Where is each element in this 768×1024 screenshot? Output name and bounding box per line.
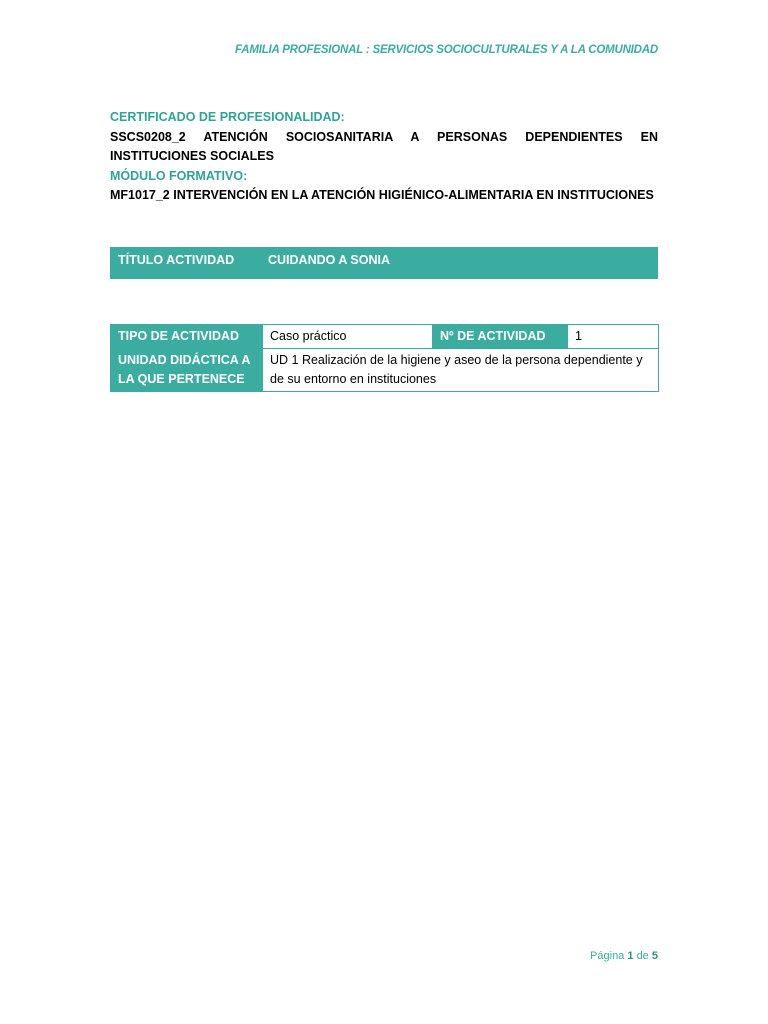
table-row bbox=[111, 325, 659, 349]
table-row bbox=[111, 349, 659, 392]
activity-info-table bbox=[110, 324, 659, 392]
activity-type-label: TIPO DE ACTIVIDAD bbox=[111, 325, 263, 349]
activity-number-label: Nº DE ACTIVIDAD bbox=[433, 325, 568, 349]
activity-number-value: 1 bbox=[568, 325, 659, 349]
activity-title-value: CUIDANDO A SONIA bbox=[268, 253, 390, 267]
unit-label: UNIDAD DIDÁCTICA A LA QUE PERTENECE bbox=[111, 349, 263, 392]
activity-title-bar bbox=[110, 247, 658, 279]
certificate-value: SSCS0208_2 ATENCIÓN SOCIOSANITARIA A PERSONAS DEPENDIENTES EN INSTITUCIONES SOCIALES bbox=[110, 129, 658, 163]
footer-current-page: 1 bbox=[627, 950, 634, 962]
header-family: FAMILIA PROFESIONAL : SERVICIOS SOCIOCULTURALES Y A LA COMUNIDAD bbox=[235, 44, 658, 56]
certificate-block bbox=[110, 108, 658, 206]
unit-value: UD 1 Realización de la higiene y aseo de la persona dependiente y de su entorno en instituciones bbox=[263, 349, 659, 392]
certificate-label: CERTIFICADO DE PROFESIONALIDAD: bbox=[110, 110, 345, 124]
activity-type-value: Caso práctico bbox=[263, 325, 433, 349]
footer-page-word: Página bbox=[590, 950, 625, 962]
page-footer bbox=[590, 950, 658, 962]
footer-of-word: de bbox=[636, 950, 649, 962]
activity-title-label: TÍTULO ACTIVIDAD bbox=[118, 253, 235, 267]
module-label: MÓDULO FORMATIVO: bbox=[110, 168, 248, 183]
module-value: MF1017_2 INTERVENCIÓN EN LA ATENCIÓN HIGIÉNICO-ALIMENTARIA EN INSTITUCIONES bbox=[110, 188, 654, 202]
footer-total-pages: 5 bbox=[651, 950, 658, 962]
